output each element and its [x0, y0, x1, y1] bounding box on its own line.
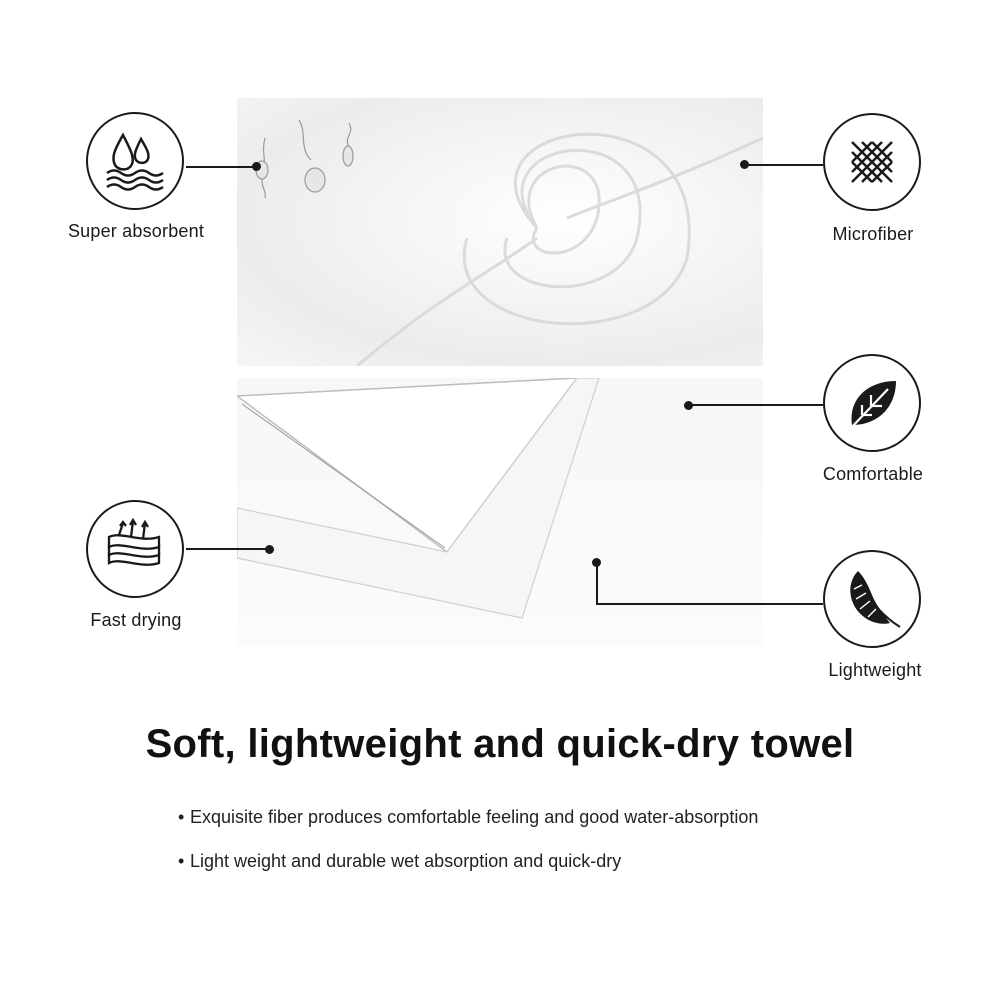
folded-towel-photo	[237, 378, 763, 646]
lightweight-connector-vertical	[596, 562, 598, 605]
comfortable-label: Comfortable	[822, 464, 924, 484]
bullet-text: Light weight and durable wet absorption and quick-dry	[190, 851, 622, 871]
fast-drying-connector	[186, 548, 268, 550]
bullet-item	[178, 807, 758, 828]
comfortable-connector	[690, 404, 823, 406]
leaf-icon	[838, 369, 906, 437]
towel-swirl-drawing	[237, 98, 763, 366]
bullet-item	[178, 851, 621, 872]
folded-towel-drawing	[237, 378, 763, 646]
comfortable-badge	[823, 354, 921, 452]
fast-drying-dot	[265, 545, 274, 554]
lightweight-label: Lightweight	[828, 660, 922, 680]
super-absorbent-dot	[252, 162, 261, 171]
towel-swirl-photo	[237, 98, 763, 366]
lightweight-badge	[823, 550, 921, 648]
bullet-mark: •	[178, 807, 185, 827]
fast-drying-label: Fast drying	[90, 610, 182, 630]
microfiber-label: Microfiber	[832, 224, 914, 244]
feather-icon	[838, 565, 906, 633]
super-absorbent-badge	[86, 112, 184, 210]
lightweight-connector-horizontal	[596, 603, 823, 605]
bullet-text: Exquisite fiber produces comfortable feeling and good water-absorption	[190, 807, 759, 827]
super-absorbent-label: Super absorbent	[67, 221, 205, 241]
mesh-grid-icon	[838, 128, 906, 196]
microfiber-dot	[740, 160, 749, 169]
super-absorbent-connector	[186, 166, 256, 168]
comfortable-dot	[684, 401, 693, 410]
fast-drying-badge	[86, 500, 184, 598]
water-drops-icon	[101, 127, 169, 195]
microfiber-connector	[744, 164, 823, 166]
headline: Soft, lightweight and quick-dry towel	[145, 722, 855, 766]
bullet-mark: •	[178, 851, 185, 871]
lightweight-dot	[592, 558, 601, 567]
drying-layers-icon	[101, 515, 169, 583]
microfiber-badge	[823, 113, 921, 211]
